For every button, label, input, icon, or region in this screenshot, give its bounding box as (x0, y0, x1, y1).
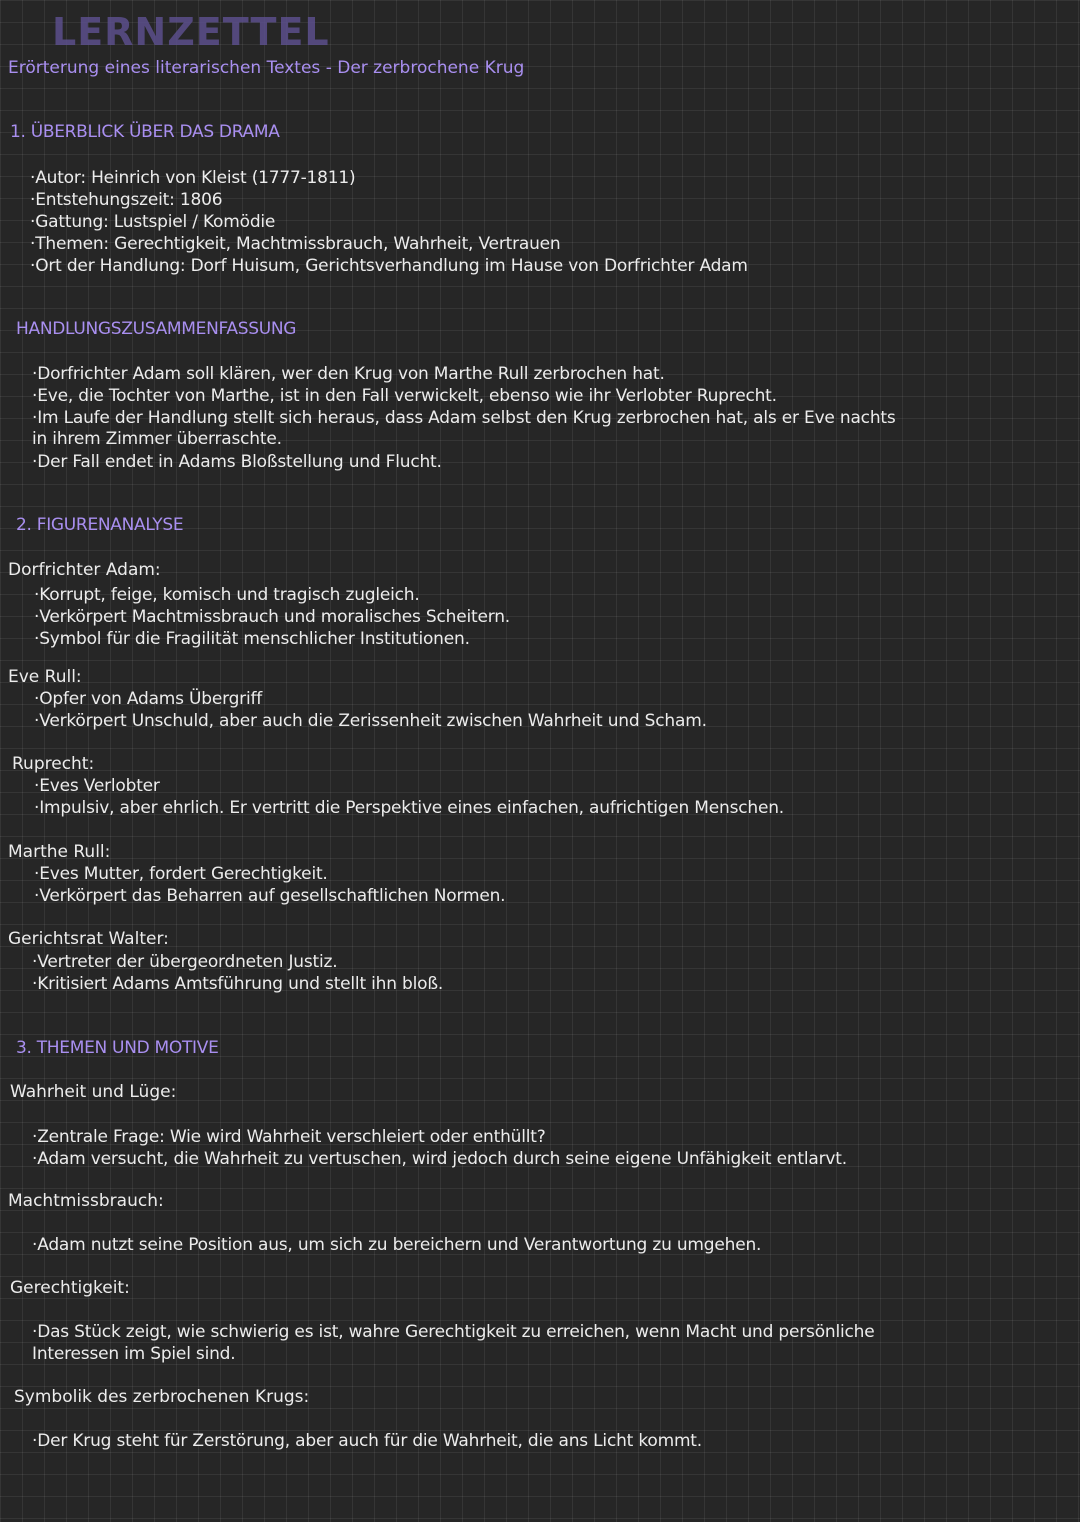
theme-label-justice: Gerechtigkeit: (10, 1278, 130, 1298)
list-item: ·Symbol für die Fragilität menschlicher Institutionen. (34, 629, 470, 649)
list-item: ·Autor: Heinrich von Kleist (1777-1811) (30, 168, 356, 188)
list-item: ·Opfer von Adams Übergriff (34, 689, 263, 709)
character-label-walter: Gerichtsrat Walter: (8, 929, 169, 949)
list-item: ·Gattung: Lustspiel / Komödie (30, 212, 276, 232)
list-item: ·Adam nutzt seine Position aus, um sich zu bereichern und Verantwortung zu umgehen. (32, 1235, 762, 1255)
page-title: LERNZETTEL (52, 10, 330, 54)
list-item: ·Eve, die Tochter von Marthe, ist in den Fall verwickelt, ebenso wie ihr Verlobter Ruprecht. (32, 386, 777, 406)
list-item: ·Adam versucht, die Wahrheit zu vertuschen, wird jedoch durch seine eigene Unfähigkeit entlarvt. (32, 1149, 847, 1169)
list-item: ·Verkörpert das Beharren auf gesellschaftlichen Normen. (34, 886, 506, 906)
list-item: ·Im Laufe der Handlung stellt sich heraus, dass Adam selbst den Krug zerbrochen hat, als er Eve nachts (32, 408, 896, 428)
list-item: ·Vertreter der übergeordneten Justiz. (32, 952, 338, 972)
list-item: ·Das Stück zeigt, wie schwierig es ist, wahre Gerechtigkeit zu erreichen, wenn Macht und persönliche (32, 1322, 875, 1342)
section-heading-themes: 3. THEMEN UND MOTIVE (16, 1038, 219, 1058)
list-item: ·Eves Mutter, fordert Gerechtigkeit. (34, 864, 328, 884)
theme-label-truth: Wahrheit und Lüge: (10, 1082, 177, 1102)
list-item: ·Korrupt, feige, komisch und tragisch zugleich. (34, 585, 420, 605)
list-item: ·Verkörpert Unschuld, aber auch die Zerissenheit zwischen Wahrheit und Scham. (34, 711, 707, 731)
theme-label-power: Machtmissbrauch: (8, 1191, 164, 1211)
list-item: in ihrem Zimmer überraschte. (32, 429, 282, 449)
list-item: Interessen im Spiel sind. (32, 1344, 236, 1364)
list-item: ·Eves Verlobter (34, 776, 160, 796)
character-label-adam: Dorfrichter Adam: (8, 560, 161, 580)
list-item: ·Der Krug steht für Zerstörung, aber auch für die Wahrheit, die ans Licht kommt. (32, 1431, 702, 1451)
list-item: ·Impulsiv, aber ehrlich. Er vertritt die Perspektive eines einfachen, aufrichtigen Menschen. (34, 798, 785, 818)
character-label-ruprecht: Ruprecht: (12, 754, 95, 774)
list-item: ·Ort der Handlung: Dorf Huisum, Gerichtsverhandlung im Hause von Dorfrichter Adam (30, 256, 748, 276)
list-item: ·Dorfrichter Adam soll klären, wer den Krug von Marthe Rull zerbrochen hat. (32, 364, 665, 384)
section-heading-overview: 1. ÜBERBLICK ÜBER DAS DRAMA (10, 122, 280, 142)
list-item: ·Entstehungszeit: 1806 (30, 190, 223, 210)
theme-label-symbol: Symbolik des zerbrochenen Krugs: (14, 1387, 310, 1407)
character-label-eve: Eve Rull: (8, 667, 82, 687)
list-item: ·Themen: Gerechtigkeit, Machtmissbrauch, Wahrheit, Vertrauen (30, 234, 561, 254)
list-item: ·Der Fall endet in Adams Bloßstellung und Flucht. (32, 452, 442, 472)
page-subtitle: Erörterung eines literarischen Textes - Der zerbrochene Krug (8, 58, 525, 78)
list-item: ·Verkörpert Machtmissbrauch und moralisches Scheitern. (34, 607, 511, 627)
list-item: ·Kritisiert Adams Amtsführung und stellt ihn bloß. (32, 974, 444, 994)
section-heading-summary: HANDLUNGSZUSAMMENFASSUNG (16, 319, 297, 339)
character-label-marthe: Marthe Rull: (8, 842, 111, 862)
list-item: ·Zentrale Frage: Wie wird Wahrheit verschleiert oder enthüllt? (32, 1127, 546, 1147)
section-heading-characters: 2. FIGURENANALYSE (16, 515, 184, 535)
